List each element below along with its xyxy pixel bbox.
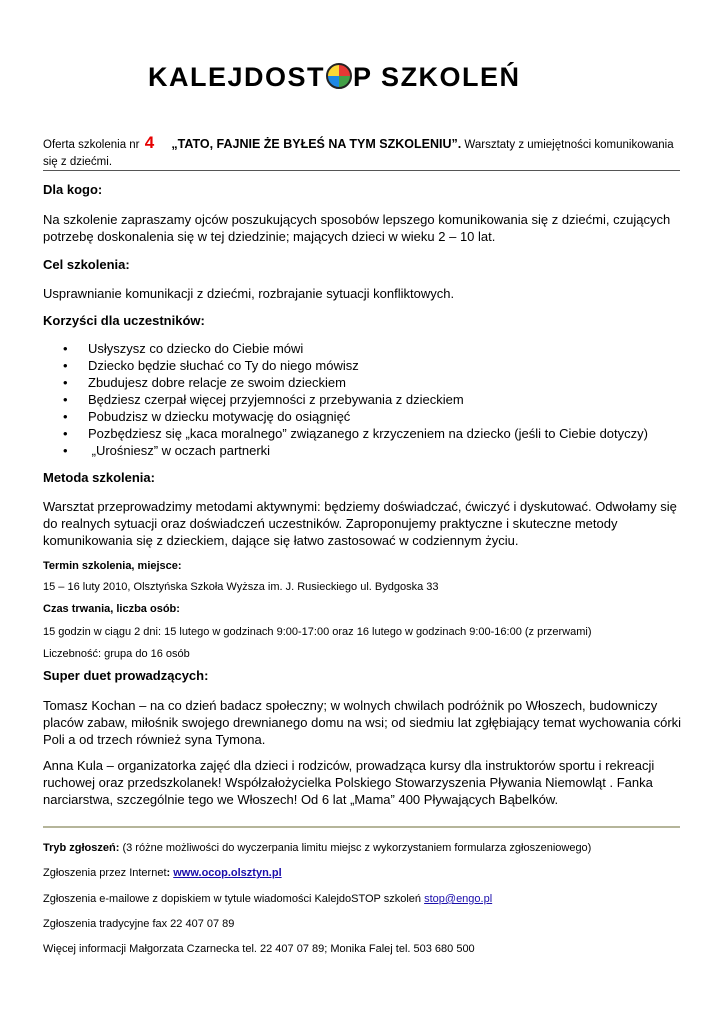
offer-desc: Warsztaty z umiejętności komunikowania się z dziećmi. [43, 139, 674, 168]
registration-mode-label: Tryb zgłoszeń: [43, 842, 120, 854]
registration-email [43, 893, 492, 905]
bullet-icon: • [63, 341, 68, 356]
list-item: • „Urośniesz” w oczach partnerki [43, 442, 648, 459]
offer-prefix: Oferta szkolenia nr [43, 139, 140, 151]
footer-divider [43, 826, 680, 828]
method-heading: Metoda szkolenia: [43, 470, 155, 485]
registration-internet-label: Zgłoszenia przez Internet [43, 867, 167, 879]
website-link[interactable]: www.ocop.olsztyn.pl [173, 867, 282, 879]
offer-header [43, 134, 683, 171]
logo-text-part2: P SZKOLEŃ [353, 62, 521, 92]
offer-title: „TATO, FAJNIE ŻE BYŁEŚ NA TYM SZKOLENIU”. [171, 137, 462, 151]
bullet-icon: • [63, 443, 68, 458]
bullet-icon: • [63, 392, 68, 407]
list-item: • Pozbędziesz się „kaca moralnego” związanego z krzyczeniem na dziecko (jeśli to Ciebie dotyczy) [43, 425, 648, 442]
group-size-text: Liczebność: grupa do 16 osób [43, 648, 190, 660]
logo [148, 62, 521, 93]
bullet-icon: • [63, 426, 68, 441]
header-divider [43, 170, 680, 171]
registration-mode-text: (3 różne możliwości do wyczerpania limitu miejsc z wykorzystaniem formularza zgłoszeniowego) [119, 842, 592, 854]
trainer-2-bio: Anna Kula – organizatorka zajęć dla dzieci i rodziców, prowadząca kursy dla instruktorów sportu i rekreacji ruchowej oraz przedszkolanek! Współzałożycielka Polskiego Stowarzyszenia Pływania Niemowląt . Fanka narciarstwa, szczególnie tego we Włoszech! Od 6 lat „Mama” 400 Pływających Bąbelków. [43, 758, 655, 807]
list-item: • Zbudujesz dobre relacje ze swoim dzieckiem [43, 374, 648, 391]
registration-internet [43, 867, 282, 879]
ball-icon [326, 63, 352, 89]
duration-text: 15 godzin w ciągu 2 dni: 15 lutego w godzinach 9:00-17:00 oraz 16 lutego w godzinach 9:00-16:00 (z przerwami) [43, 626, 592, 638]
term-heading: Termin szkolenia, miejsce: [43, 560, 182, 572]
bullet-icon: • [63, 358, 68, 373]
contact-info: Więcej informacji Małgorzata Czarnecka tel. 22 407 07 89; Monika Falej tel. 503 680 500 [43, 943, 475, 955]
for-whom-text: Na szkolenie zapraszamy ojców poszukujących sposobów lepszego komunikowania się z dziećmi, czujących potrzebę doskonalenia się w tej dziedzinie; mających dzieci w wieku 2 – 10 lat. [43, 212, 671, 244]
benefits-heading: Korzyści dla uczestników: [43, 313, 205, 328]
registration-internet-colon: : [166, 867, 171, 879]
list-item: • Pobudzisz w dziecku motywację do osiągnięć [43, 408, 648, 425]
benefits-list [43, 340, 648, 459]
list-item: • Dziecko będzie słuchać co Ty do niego mówisz [43, 357, 648, 374]
method-text: Warsztat przeprowadzimy metodami aktywnymi: będziemy doświadczać, ćwiczyć i dyskutować. Odwołamy się do realnych sytuacji oraz doświadczeń uczestników. Zaproponujemy praktyczne i skuteczne metody komunikowania się z dzieckiem, dające się łatwo zastosować w codziennym życiu. [43, 499, 677, 548]
trainers-heading: Super duet prowadzących: [43, 668, 209, 683]
goal-text: Usprawnianie komunikacji z dziećmi, rozbrajanie sytuacji konfliktowych. [43, 286, 455, 301]
logo-text-part1: KALEJDOST [148, 62, 326, 92]
email-link[interactable]: stop@engo.pl [424, 893, 493, 905]
trainer-1-bio: Tomasz Kochan – na co dzień badacz społeczny; w wolnych chwilach podróżnik po Włoszech, budowniczy placów zabaw, miłośnik swojego drewnianego domu na wsi; od siedmiu lat zgłębiający temat wychowania córki Poli a od trzech również syna Tymona. [43, 698, 682, 747]
list-item: • Usłyszysz co dziecko do Ciebie mówi [43, 340, 648, 357]
goal-heading: Cel szkolenia: [43, 257, 130, 272]
offer-number: 4 [144, 133, 155, 152]
duration-heading: Czas trwania, liczba osób: [43, 603, 180, 615]
registration-fax: Zgłoszenia tradycyjne fax 22 407 07 89 [43, 918, 235, 930]
registration-mode [43, 842, 591, 854]
registration-email-text: Zgłoszenia e-mailowe z dopiskiem w tytule wiadomości KalejdoSTOP szkoleń [43, 893, 425, 905]
list-item: • Będziesz czerpał więcej przyjemności z przebywania z dzieckiem [43, 391, 648, 408]
bullet-icon: • [63, 409, 68, 424]
term-text: 15 – 16 luty 2010, Olsztyńska Szkoła Wyższa im. J. Rusieckiego ul. Bydgoska 33 [43, 581, 439, 593]
bullet-icon: • [63, 375, 68, 390]
for-whom-heading: Dla kogo: [43, 182, 103, 197]
